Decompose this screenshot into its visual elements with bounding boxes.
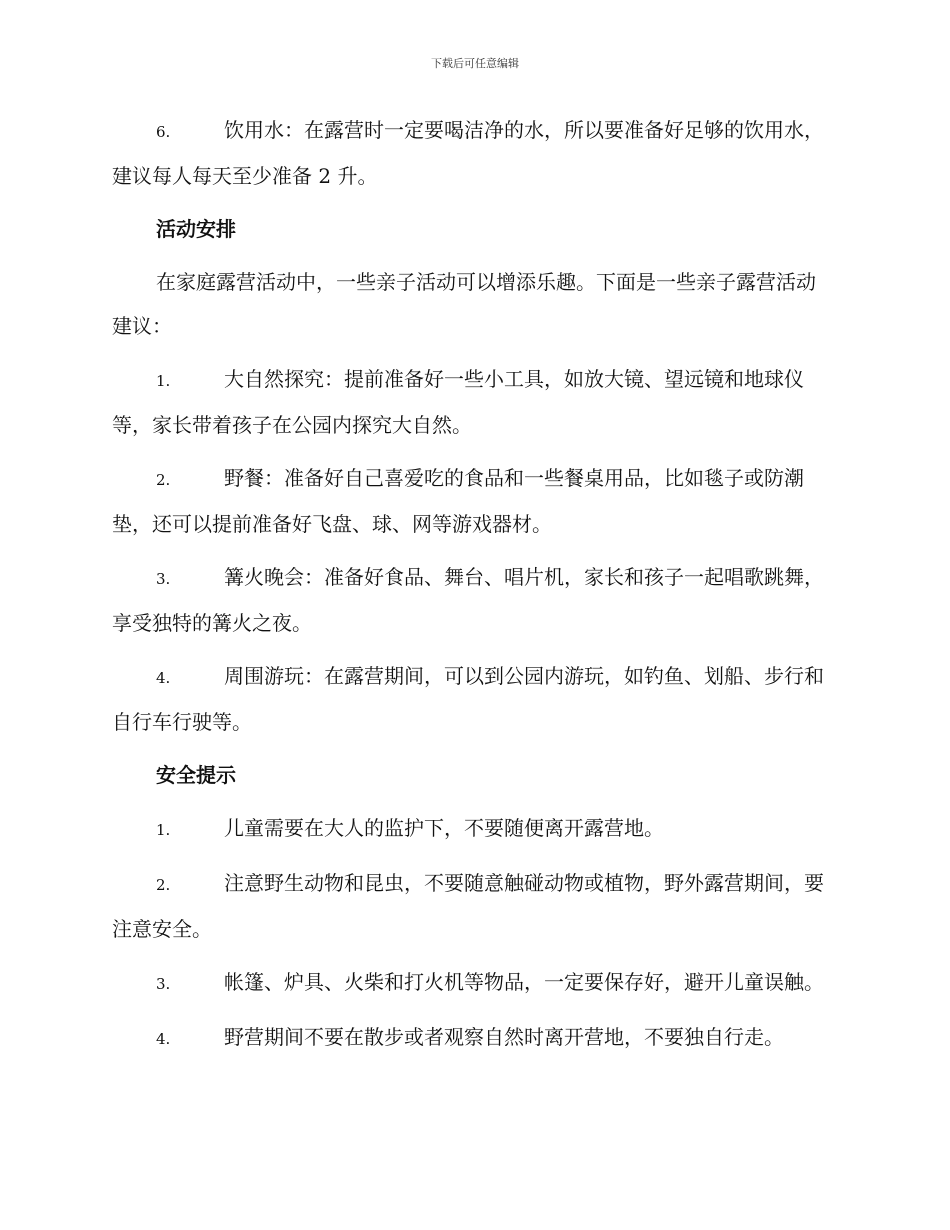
- list-item-wildlife: [112, 861, 834, 951]
- list-item-text: 帐篷、炉具、火柴和打火机等物品，一定要保存好，避开儿童误触。: [224, 970, 824, 994]
- list-item-text: 饮用水：在露营时一定要喝洁净的水，所以要准备好足够的饮用水，建议每人每天至少准备 2 升。: [112, 118, 824, 188]
- list-item-text: 周围游玩：在露营期间，可以到公园内游玩，如钓鱼、划船、步行和自行车行驶等。: [112, 664, 824, 734]
- list-number: 4.: [156, 669, 171, 687]
- list-item-text: 野餐：准备好自己喜爱吃的食品和一些餐桌用品，比如毯子或防潮垫，还可以提前准备好飞盘、球、网等游戏器材。: [112, 466, 804, 536]
- list-number: 2.: [156, 876, 171, 894]
- page-header: 下载后可任意编辑: [431, 57, 519, 70]
- section-heading-safety: 安全提示: [156, 763, 236, 787]
- list-item-supervision: [112, 806, 834, 852]
- section-heading-activities: 活动安排: [156, 217, 236, 241]
- document-body: [112, 108, 834, 1070]
- list-item-text: 篝火晚会：准备好食品、舞台、唱片机，家长和孩子一起唱歌跳舞，享受独特的篝火之夜。: [112, 565, 824, 635]
- list-item-text: 野营期间不要在散步或者观察自然时离开营地，不要独自行走。: [224, 1025, 784, 1049]
- list-item-sightseeing: [112, 654, 834, 744]
- list-item-picnic: [112, 456, 834, 546]
- list-item-nature-exploration: [112, 357, 834, 447]
- list-item-text: 儿童需要在大人的监护下，不要随便离开露营地。: [224, 816, 664, 840]
- list-number: 3.: [156, 570, 171, 588]
- list-item-text: 大自然探究：提前准备好一些小工具，如放大镜、望远镜和地球仪等，家长带着孩子在公园内探究大自然。: [112, 367, 804, 437]
- list-number: 6.: [156, 123, 171, 141]
- list-item-equipment-storage: [112, 960, 834, 1006]
- list-number: 2.: [156, 471, 171, 489]
- paragraph-activities-intro: 在家庭露营活动中，一些亲子活动可以增添乐趣。下面是一些亲子露营活动建议：: [112, 270, 816, 338]
- list-item-campfire: [112, 555, 834, 645]
- list-item-text: 注意野生动物和昆虫，不要随意触碰动物或植物，野外露营期间，要注意安全。: [112, 871, 824, 941]
- list-number: 3.: [156, 975, 171, 993]
- list-number: 1.: [156, 821, 171, 839]
- list-item-stay-at-camp: [112, 1015, 834, 1061]
- list-item-drinking-water: [112, 108, 834, 198]
- list-number: 1.: [156, 372, 171, 390]
- list-number: 4.: [156, 1030, 171, 1048]
